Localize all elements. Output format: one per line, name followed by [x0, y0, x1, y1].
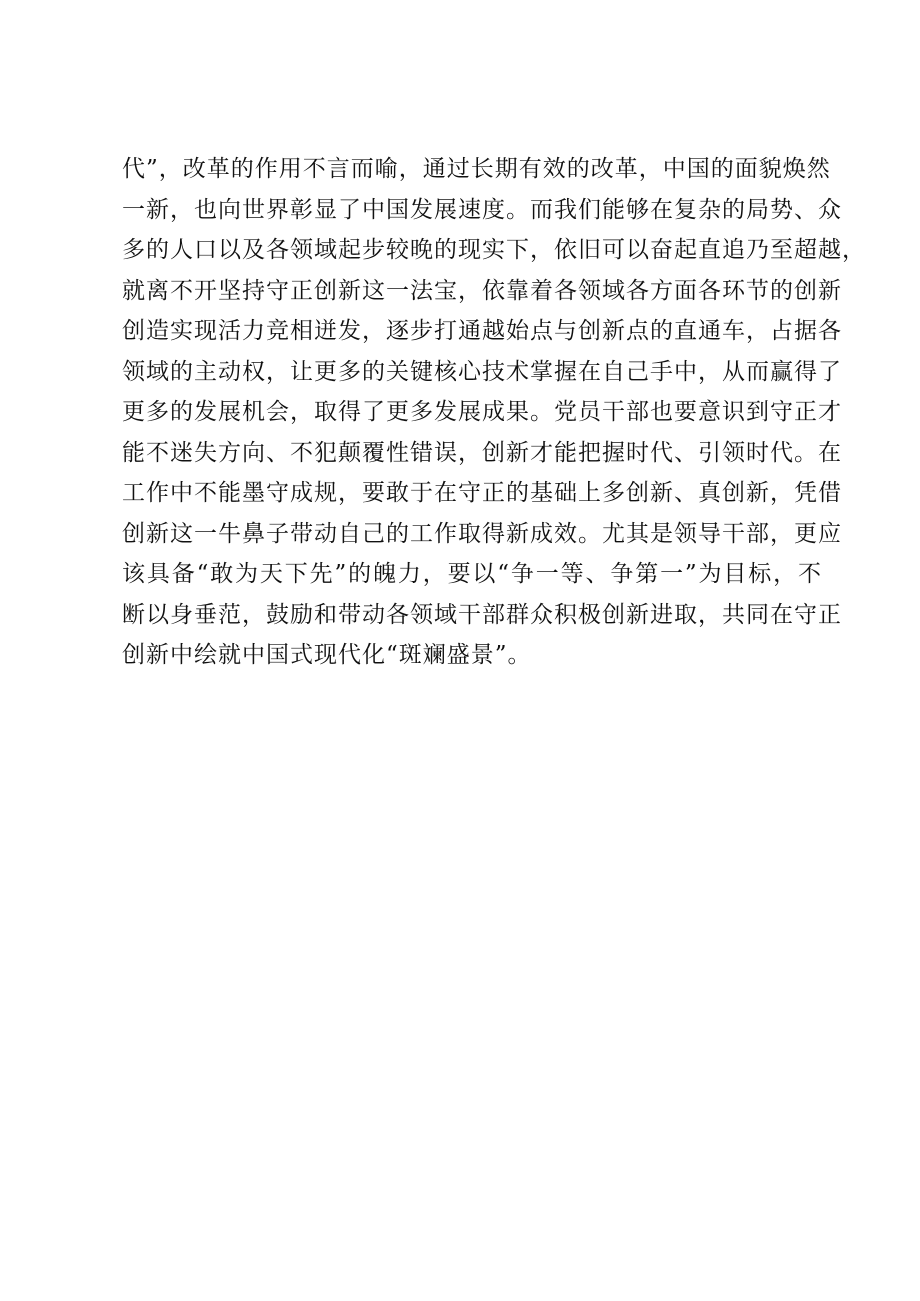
paragraph-line-6: 领域的主动权，让更多的关键核心技术掌握在自己手中，从而赢得了: [122, 358, 842, 385]
paragraph-line-9: 工作中不能墨守成规，要敢于在守正的基础上多创新、真创新，凭借: [122, 480, 842, 506]
body-paragraph: [122, 149, 866, 676]
paragraph-line-2: 一新，也向世界彰显了中国发展速度。而我们能够在复杂的局势、众: [122, 196, 842, 223]
paragraph-line-3: 多的人口以及各领域起步较晚的现实下，依旧可以奋起直追乃至超越，: [122, 237, 866, 263]
paragraph-line-1: 代”，改革的作用不言而喻，通过长期有效的改革，中国的面貌焕然: [122, 156, 831, 182]
paragraph-line-5: 创造实现活力竞相迸发，逐步打通越始点与创新点的直通车，占据各: [122, 318, 842, 344]
paragraph-line-8: 能不迷失方向、不犯颠覆性错误，创新才能把握时代、引领时代。在: [122, 439, 842, 466]
paragraph-line-12: 断以身垂范，鼓励和带动各领域干部群众积极创新进取，共同在守正: [122, 601, 842, 628]
paragraph-line-13: 创新中绘就中国式现代化“斑斓盛景”。: [122, 642, 532, 668]
paragraph-line-4: 就离不开坚持守正创新这一法宝，依靠着各领域各方面各环节的创新: [122, 277, 842, 304]
paragraph-line-11: 该具备“敢为天下先”的魄力，要以“争一等、争第一”为目标，不: [122, 561, 822, 587]
paragraph-line-10: 创新这一牛鼻子带动自己的工作取得新成效。尤其是领导干部，更应: [122, 520, 842, 547]
paragraph-line-7: 更多的发展机会，取得了更多发展成果。党员干部也要意识到守正才: [122, 399, 842, 425]
